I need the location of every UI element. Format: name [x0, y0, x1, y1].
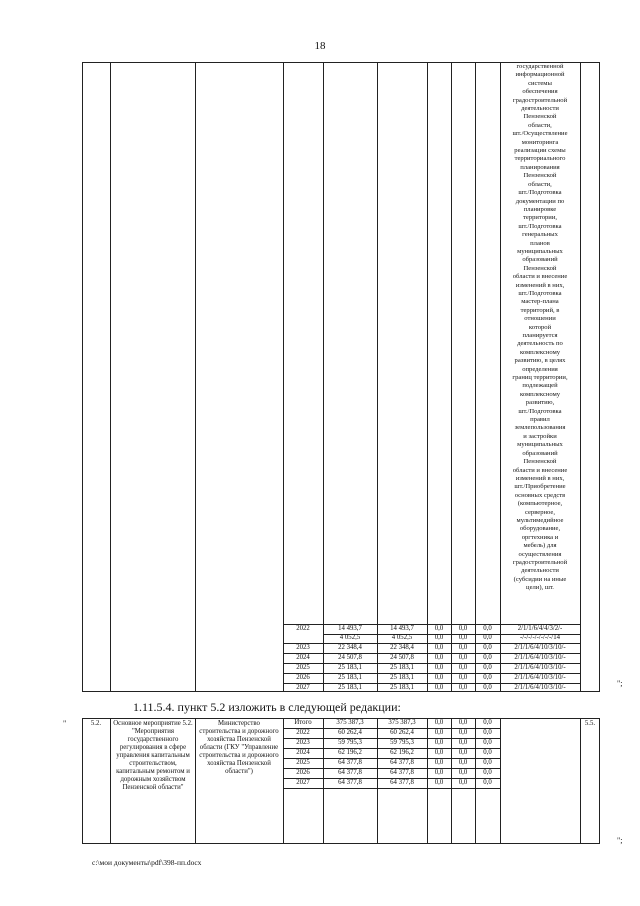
cell-c2: 0,0 — [458, 644, 468, 651]
cell-regional: 14 493,7 — [390, 625, 414, 632]
indicator-line: территориального — [514, 155, 566, 163]
indicator-line: Пензенской — [523, 113, 557, 121]
cell-year: 2022 — [296, 625, 310, 632]
indicator-line: области, — [528, 121, 552, 129]
cell-c1: 0,0 — [434, 684, 444, 691]
indicator-line: (компьютерное, — [517, 500, 563, 508]
indicator-line: которой — [528, 323, 552, 331]
cell-c3: 0,0 — [483, 749, 492, 756]
indicator-line: шт./Приобретение — [514, 483, 566, 491]
cell-c2: 0,0 — [458, 779, 468, 786]
cell-regional: 64 377,8 — [390, 759, 414, 766]
indicator-line: Пензенской — [523, 458, 557, 466]
cell-year: 2024 — [296, 654, 310, 661]
indicator-line: изменений в них, — [515, 474, 565, 482]
cell-total: 4 052,5 — [339, 634, 361, 641]
indicator-line: мастер-плана — [521, 298, 559, 306]
cell-regional: 64 377,8 — [390, 779, 414, 786]
cell-c3: 0,0 — [483, 739, 492, 746]
indicator-line: шт./Осуществление — [512, 130, 568, 138]
cell-c1: 0,0 — [434, 625, 444, 632]
indicator-line: шт./Подготовка — [518, 222, 562, 230]
cell-code: 2/1/1/6/4/10/3/10/- — [514, 644, 566, 651]
indicator-line: шт./Подготовка — [518, 289, 562, 297]
indicator-line: определения — [522, 365, 558, 373]
indicator-line: документации по — [515, 197, 565, 205]
cell-c1: 0,0 — [434, 779, 444, 786]
cell-year: 2023 — [296, 739, 310, 746]
cell-c2: 0,0 — [458, 729, 468, 736]
indicator-line: оборудование, — [519, 525, 561, 533]
col-divider — [377, 62, 378, 692]
cell-regional: 22 348,4 — [390, 644, 414, 651]
cell-total: 59 795,3 — [338, 739, 362, 746]
indicator-line: (субсидии на иные — [513, 575, 567, 583]
paragraph-heading: 1.11.5.4. пункт 5.2 изложить в следующей редакции: — [133, 700, 401, 714]
indicator-line: развитию, — [525, 399, 555, 407]
indicator-line: мультимедийное — [516, 516, 564, 524]
cell-c3: 0,0 — [483, 634, 492, 641]
cell-c2: 0,0 — [458, 719, 468, 726]
cell-c3: 0,0 — [483, 674, 492, 681]
col-divider — [283, 62, 284, 692]
cell-regional: 4 052,5 — [391, 634, 413, 641]
cell-year: 2023 — [296, 644, 310, 651]
cell-regional: 59 795,3 — [390, 739, 414, 746]
indicator-line: изменений в них, — [515, 281, 565, 289]
indicator-line: системы — [528, 79, 552, 87]
indicator-line: территории, — [522, 214, 558, 222]
cell-total: 60 262,4 — [338, 729, 362, 736]
cell-c3: 0,0 — [483, 769, 492, 776]
indicator-line: осуществления — [518, 550, 562, 558]
indicator-line: границ территории, — [512, 374, 568, 382]
cell-c1: 0,0 — [434, 654, 444, 661]
indicator-line: цели), шт. — [526, 584, 554, 592]
cell-year: 2025 — [296, 664, 310, 671]
cell-c1: 0,0 — [434, 664, 444, 671]
cell-total: 375 387,3 — [336, 719, 364, 726]
indicator-line: градостроительной — [512, 558, 568, 566]
indicator-line: планов — [530, 239, 550, 247]
cell-year: Итого — [294, 719, 312, 726]
cell-code: 2/1/1/6/4/10/3/10/- — [514, 674, 566, 681]
cell-c3: 0,0 — [483, 664, 492, 671]
cell-total: 64 377,8 — [338, 779, 362, 786]
col-divider — [580, 718, 581, 844]
cell-c2: 0,0 — [458, 739, 468, 746]
cell-c1: 0,0 — [434, 644, 444, 651]
indicator-line: оргтехника и — [521, 533, 559, 541]
cell-code: 2/1/1/6/4/4/3/2/- — [517, 625, 563, 632]
indicator-line: подлежащей — [522, 382, 558, 390]
cell-c1: 0,0 — [434, 719, 444, 726]
indicator-line: отношении — [524, 315, 556, 323]
cell-code: -/-/-/-/-/-/-/-/14 — [519, 634, 560, 641]
indicator-line: реализации схемы — [514, 147, 566, 155]
cell-c3: 0,0 — [483, 719, 492, 726]
indicator-line: генеральных — [522, 231, 558, 239]
cell-c3: 0,0 — [483, 729, 492, 736]
indicator-line: государственной — [516, 63, 564, 70]
cell-total: 25 183,1 — [338, 674, 362, 681]
cell-year: 2027 — [296, 779, 310, 786]
cell-regional: 375 387,3 — [388, 719, 416, 726]
indicator-line: муниципальных — [517, 247, 563, 255]
cell-c2: 0,0 — [458, 634, 468, 641]
col-divider — [580, 62, 581, 692]
cell-year: 2025 — [296, 759, 310, 766]
indicator-line: планировке — [523, 205, 557, 213]
indicator-line: основных средств — [514, 491, 566, 499]
cell-year: 2027 — [296, 684, 310, 691]
indicator-line: и застройки — [523, 432, 557, 440]
indicator-line: обеспечения — [522, 88, 558, 96]
cell-c2: 0,0 — [458, 684, 468, 691]
cell-year: 2026 — [296, 674, 310, 681]
cell-c2: 0,0 — [458, 769, 468, 776]
indicator-text — [500, 63, 580, 593]
cell-total: 25 183,1 — [338, 684, 362, 691]
cell-code: 2/1/1/6/4/10/3/10/- — [514, 654, 566, 661]
col-divider — [427, 62, 428, 692]
indicator-line: градостроительной — [512, 96, 568, 104]
cell-regional: 60 262,4 — [390, 729, 414, 736]
cell-total: 25 183,1 — [338, 664, 362, 671]
cell-c3: 0,0 — [483, 779, 492, 786]
footer-file-path: c:\мои документы\pdf\398-пп.docx — [92, 858, 202, 867]
indicator-line: области, — [528, 180, 552, 188]
cell-c3: 0,0 — [483, 625, 492, 632]
cell-regional: 25 183,1 — [390, 664, 414, 671]
row-divider — [283, 788, 500, 789]
cell-c1: 0,0 — [434, 739, 444, 746]
indicator-line: муниципальных — [517, 441, 563, 449]
indicator-line: шт./Подготовка — [518, 407, 562, 415]
indicator-line: деятельность по — [517, 340, 563, 348]
cell-regional: 25 183,1 — [390, 674, 414, 681]
cell-c2: 0,0 — [458, 674, 468, 681]
cell-total: 14 493,7 — [338, 625, 362, 632]
col-divider — [110, 62, 111, 692]
cell-total: 64 377,8 — [338, 769, 362, 776]
cell-year: 2024 — [296, 749, 310, 756]
cell-c3: 0,0 — [483, 644, 492, 651]
cell-c1: 0,0 — [434, 674, 444, 681]
opening-quote: " — [63, 719, 67, 728]
col-divider — [110, 718, 111, 844]
item-number: 5.2. — [90, 720, 102, 727]
indicator-line: образований — [522, 449, 558, 457]
cell-c1: 0,0 — [434, 634, 444, 641]
indicator-line: Пензенской — [523, 172, 557, 180]
indicator-line: развитию, в целях — [514, 357, 566, 365]
indicator-line: Пензенской — [523, 264, 557, 272]
indicator-line: информационной — [515, 71, 565, 79]
indicator-line: правил — [530, 416, 550, 424]
cell-c2: 0,0 — [458, 759, 468, 766]
indicator-line: территорий, в — [520, 306, 560, 314]
cell-c2: 0,0 — [458, 749, 468, 756]
indicator-line: образований — [522, 256, 558, 264]
indicator-line: комплексному — [519, 390, 561, 398]
cell-c1: 0,0 — [434, 729, 444, 736]
col-divider — [500, 718, 501, 844]
cell-total: 64 377,8 — [338, 759, 362, 766]
cell-c1: 0,0 — [434, 749, 444, 756]
executor-name: Министерство строительства и дорожного хозяйства Пензенской области (ГКУ "Управление строительства и дорожного хозяйства Пензенской области") — [199, 720, 279, 775]
indicator-line: области и внесение — [512, 466, 568, 474]
indicator-line: землепользования — [514, 424, 566, 432]
cell-c1: 0,0 — [434, 759, 444, 766]
cell-c1: 0,0 — [434, 769, 444, 776]
indicator-line: планируется — [522, 332, 558, 339]
cell-code: 2/1/1/6/4/10/3/10/- — [514, 664, 566, 671]
activity-name: Основное мероприятие 5.2. "Мероприятия государственного регулирования в сфере управления капитальным строительством, капитальным ремонтом и дорожным хозяйством Пензенской области" — [113, 720, 193, 791]
cell-c3: 0,0 — [483, 759, 492, 766]
cell-regional: 64 377,8 — [390, 769, 414, 776]
cell-c2: 0,0 — [458, 625, 468, 632]
cell-regional: 62 196,2 — [390, 749, 414, 756]
indicator-line: мебель) для — [523, 542, 557, 550]
indicator-line: комплексному — [519, 348, 561, 356]
indicator-line: деятельности — [521, 567, 559, 575]
closing-quote: "; — [617, 679, 623, 688]
cell-c3: 0,0 — [483, 654, 492, 661]
closing-quote: "; — [617, 836, 623, 845]
cell-total: 22 348,4 — [338, 644, 362, 651]
indicator-line: деятельности — [521, 105, 559, 113]
indicator-line: серверное, — [524, 508, 555, 516]
cell-total: 24 507,8 — [338, 654, 362, 661]
indicator-ref: 5.5. — [584, 720, 596, 727]
indicator-line: области и внесение — [512, 273, 568, 281]
col-divider — [475, 62, 476, 692]
indicator-line: шт./Подготовка — [518, 189, 562, 197]
col-divider — [195, 62, 196, 692]
indicator-line: планирования — [520, 163, 560, 171]
cell-c2: 0,0 — [458, 654, 468, 661]
indicator-line: мониторинга — [521, 138, 559, 146]
page-number: 18 — [314, 40, 326, 52]
cell-year: 2022 — [296, 729, 310, 736]
cell-c3: 0,0 — [483, 684, 492, 691]
col-divider — [451, 62, 452, 692]
col-divider — [323, 62, 324, 692]
cell-code: 2/1/1/6/4/10/3/10/- — [514, 684, 566, 691]
cell-regional: 25 183,1 — [390, 684, 414, 691]
cell-year: 2026 — [296, 769, 310, 776]
col-divider — [195, 718, 196, 844]
cell-c2: 0,0 — [458, 664, 468, 671]
cell-total: 62 196,2 — [338, 749, 362, 756]
cell-regional: 24 507,8 — [390, 654, 414, 661]
